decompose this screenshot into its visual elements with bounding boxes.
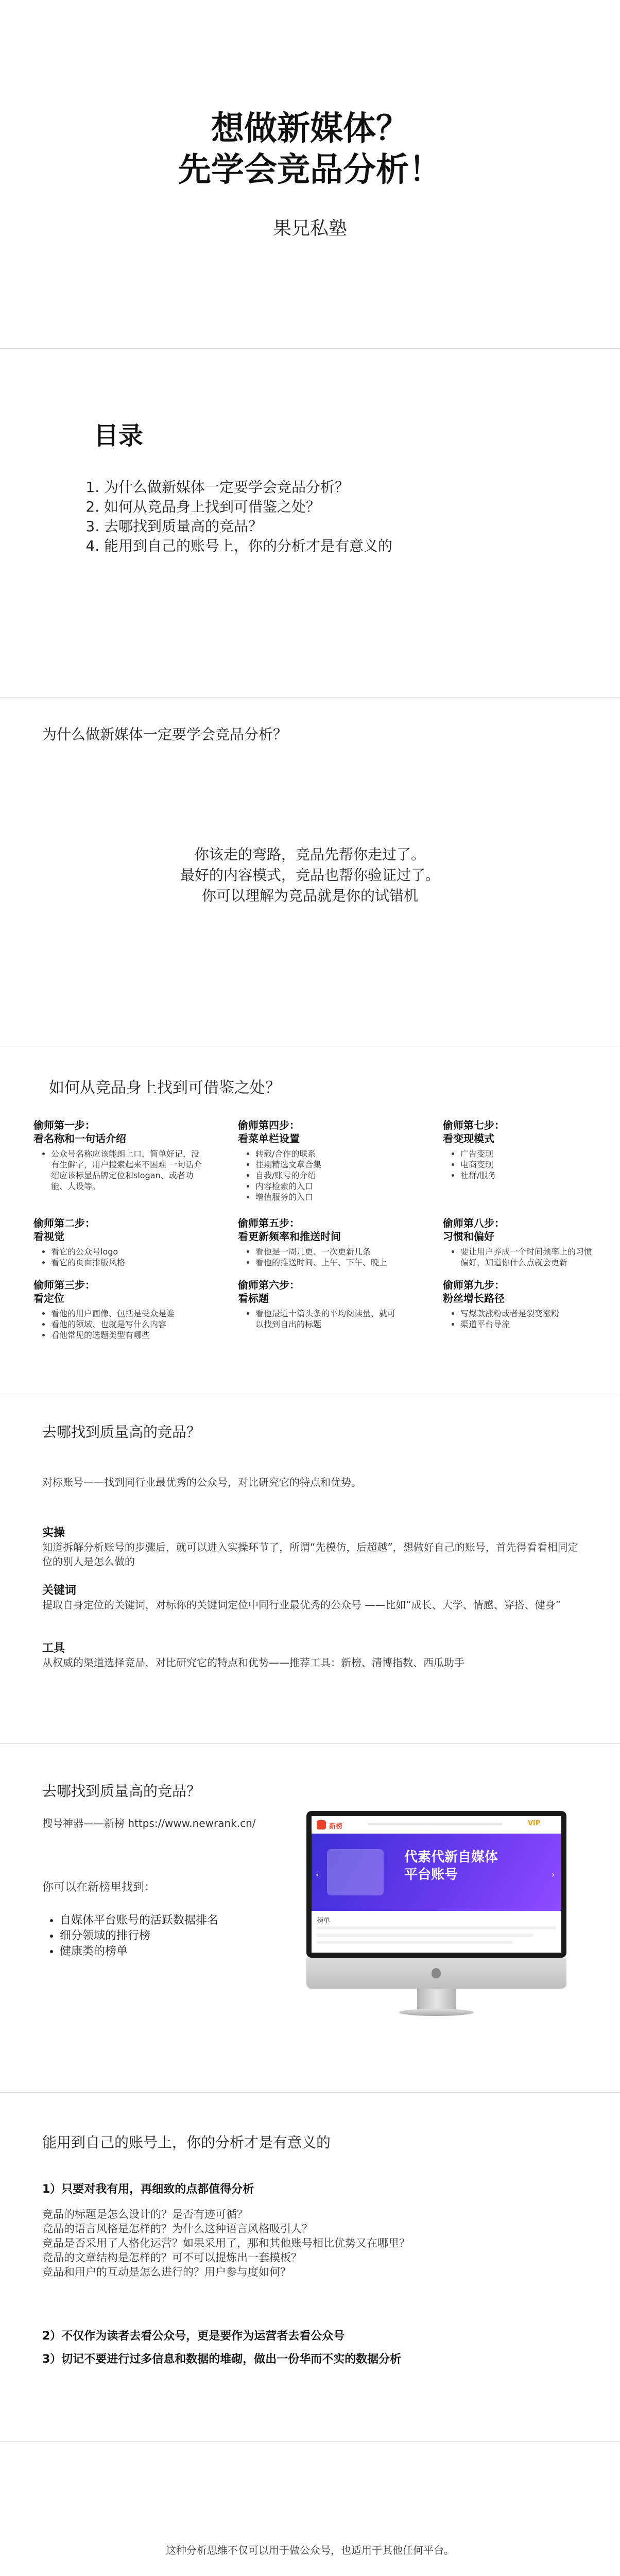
slide-closing bbox=[0, 2442, 620, 2576]
find-item: • 细分领域的排行榜 bbox=[60, 1928, 218, 1944]
slide-heading: 去哪找到质量高的竞品？ bbox=[42, 1423, 201, 1440]
step-points bbox=[238, 1308, 400, 1330]
logo-text: 新榜 bbox=[329, 1823, 343, 1831]
step-point: • 看他是一周几更、一次更新几条 bbox=[255, 1246, 400, 1257]
point-1: 1）只要对我有用，再细致的点都值得分析 bbox=[42, 2183, 254, 2196]
author-name: 果兄私塾 bbox=[272, 218, 347, 239]
section-label: 实操 bbox=[42, 1527, 65, 1539]
hero-banner bbox=[312, 1834, 561, 1911]
step-point: • 看他的领域、也就是写什么内容 bbox=[51, 1319, 219, 1330]
step-number: 偷师第一步： bbox=[33, 1119, 95, 1131]
tool-line: 搜号神器——新榜 https://www.newrank.cn/ bbox=[42, 1817, 256, 1829]
step-points bbox=[443, 1246, 594, 1268]
placeholder-row bbox=[317, 1926, 556, 1929]
quote-line3: 你可以理解为竞品就是你的试错机 bbox=[201, 887, 418, 904]
toc-item: 2. 如何从竞品身上找到可借鉴之处？ bbox=[104, 497, 392, 517]
step-number: 偷师第六步： bbox=[238, 1279, 300, 1291]
chevron-left-icon[interactable]: ‹ bbox=[316, 1870, 319, 1879]
step-number: 偷师第二步： bbox=[33, 1217, 95, 1229]
section-text: 提取自身定位的关键词，对标你的关键词定位中同行业最优秀的公众号 ——比如“成长、大学、情感、穿搭、健身” bbox=[42, 1599, 561, 1611]
step-point: • 看他的推送时间、上午、下午、晚上 bbox=[255, 1257, 400, 1268]
point-2: 2）不仅作为读者去看公众号，更是要作为运营者去看公众号 bbox=[42, 2330, 345, 2343]
step-title: 看标题 bbox=[238, 1292, 269, 1304]
step-card bbox=[33, 1118, 219, 1192]
step-point: • 看它的页面排版风格 bbox=[51, 1257, 219, 1268]
imac-foot bbox=[399, 2009, 474, 2016]
question-item: 竞品的语言风格是怎样的？为什么这种语言风格吸引人？ bbox=[42, 2223, 313, 2235]
slide-apply bbox=[0, 2093, 620, 2442]
step-point: • 看他最近十篇头条的平均阅读量、就可以找到自出的标题 bbox=[255, 1308, 400, 1330]
step-point: • 看他常见的选题类型有哪些 bbox=[51, 1330, 219, 1341]
apple-logo-icon bbox=[432, 1968, 441, 1978]
step-point: • 写爆款涨粉或者是裂变涨粉 bbox=[460, 1308, 597, 1319]
placeholder-row bbox=[317, 1941, 512, 1944]
site-header bbox=[312, 1816, 561, 1834]
slide-where-1 bbox=[0, 1395, 620, 1744]
step-number: 偷师第四步： bbox=[238, 1119, 300, 1131]
question-item: 竞品的标题是怎么设计的？是否有迹可循？ bbox=[42, 2208, 248, 2221]
step-title: 看变现模式 bbox=[443, 1132, 494, 1145]
step-points bbox=[443, 1148, 597, 1181]
step-title: 看视觉 bbox=[33, 1230, 64, 1243]
step-title: 习惯和偏好 bbox=[443, 1230, 494, 1243]
nav-bar bbox=[368, 1823, 502, 1825]
step-title: 看更新频率和推送时间 bbox=[238, 1230, 341, 1243]
imac-mockup bbox=[306, 1811, 566, 2027]
slide-heading: 如何从竞品身上找到可借鉴之处？ bbox=[49, 1079, 281, 1097]
step-card bbox=[238, 1118, 423, 1202]
step-point: • 公众号名称应该能朗上口，简单好记，没有生僻字，用户搜索起来不困难 一句话介绍应该标显品牌定位和slogan、或者功能、人设等。 bbox=[51, 1148, 205, 1192]
step-points bbox=[33, 1308, 219, 1341]
banner-line1: 代素代新自媒体 bbox=[404, 1850, 498, 1865]
toc-item: 1. 为什么做新媒体一定要学会竞品分析？ bbox=[104, 478, 392, 497]
question-item: 竞品和用户的互动是怎么进行的？用户参与度如何？ bbox=[42, 2266, 291, 2278]
step-number: 偷师第七步： bbox=[443, 1119, 505, 1131]
step-point: • 内容检索的入口 bbox=[255, 1181, 423, 1192]
step-points bbox=[238, 1148, 423, 1202]
closing-note: 这种分析思维不仅可以用于做公众号，也适用于其他任何平台。 bbox=[166, 2544, 454, 2556]
step-number: 偷师第五步： bbox=[238, 1217, 300, 1229]
banner-line2: 平台账号 bbox=[404, 1867, 458, 1883]
step-points bbox=[238, 1246, 400, 1268]
vip-badge: VIP bbox=[528, 1820, 541, 1827]
toc-item: 3. 去哪找到质量高的竞品？ bbox=[104, 517, 392, 536]
question-list bbox=[42, 2207, 588, 2279]
step-number: 偷师第八步： bbox=[443, 1217, 505, 1229]
main-title-line1: 想做新媒体？ bbox=[211, 110, 409, 148]
step-point: • 看它的公众号logo bbox=[51, 1246, 219, 1257]
find-label: 你可以在新榜里找到： bbox=[42, 1881, 156, 1894]
step-point: • 社群/服务 bbox=[460, 1170, 597, 1181]
slide-heading: 能用到自己的账号上，你的分析才是有意义的 bbox=[42, 2134, 331, 2151]
point-3: 3）切记不要进行过多信息和数据的堆砌，做出一份华而不实的数据分析 bbox=[42, 2353, 402, 2366]
main-title-line2: 先学会竞品分析！ bbox=[178, 151, 442, 189]
find-item: • 自媒体平台账号的活跃数据排名 bbox=[60, 1913, 218, 1928]
imac-screen bbox=[306, 1811, 566, 1958]
imac-chin bbox=[306, 1958, 566, 1989]
banner-illustration-icon bbox=[327, 1849, 384, 1895]
step-title: 看名称和一句话介绍 bbox=[33, 1132, 126, 1145]
section-block bbox=[42, 1524, 588, 1569]
step-card bbox=[238, 1278, 423, 1330]
find-item: • 健康类的榜单 bbox=[60, 1944, 218, 1959]
slide-steps bbox=[0, 1046, 620, 1395]
toc-list bbox=[88, 478, 392, 556]
slide-heading: 为什么做新媒体一定要学会竞品分析？ bbox=[42, 726, 288, 743]
section-block bbox=[42, 1639, 588, 1670]
section-text: 从权威的渠道选择竞品，对比研究它的特点和优势——推荐工具：新榜、清博指数、西瓜助手 bbox=[42, 1656, 464, 1669]
step-point: • 广告变现 bbox=[460, 1148, 597, 1159]
step-point: • 增值服务的入口 bbox=[255, 1192, 423, 1202]
step-number: 偷师第三步： bbox=[33, 1279, 95, 1291]
step-points bbox=[33, 1246, 219, 1268]
step-point: • 渠道平台导流 bbox=[460, 1319, 597, 1330]
find-list bbox=[42, 1913, 218, 1959]
step-card bbox=[33, 1278, 219, 1341]
section-label: 关键词 bbox=[42, 1584, 77, 1597]
placeholder-row bbox=[317, 1934, 533, 1937]
slide-heading: 去哪找到质量高的竞品？ bbox=[42, 1783, 201, 1800]
section-label: 工具 bbox=[42, 1642, 65, 1655]
toc-item: 4. 能用到自己的账号上，你的分析才是有意义的 bbox=[104, 536, 392, 556]
question-item: 竞品的文章结构是怎样的？可不可以提炼出一套模板？ bbox=[42, 2251, 302, 2264]
question-item: 竞品是否采用了人格化运营？如果采用了，那和其他账号相比优势又在哪里？ bbox=[42, 2237, 410, 2249]
step-point: • 看他的用户画像、包括是受众是谁 bbox=[51, 1308, 219, 1319]
slide-toc bbox=[0, 349, 620, 698]
chevron-right-icon[interactable]: › bbox=[552, 1870, 555, 1879]
step-title: 看菜单栏设置 bbox=[238, 1132, 300, 1145]
step-card bbox=[33, 1216, 219, 1268]
step-number: 偷师第九步： bbox=[443, 1279, 505, 1291]
section-block bbox=[42, 1582, 588, 1612]
step-point: • 要让用户养成一个时间频率上的习惯偏好，知道你什么点就会更新 bbox=[460, 1246, 594, 1268]
quote-line2: 最好的内容模式，竞品也帮你验证过了。 bbox=[180, 867, 440, 884]
step-title: 看定位 bbox=[33, 1292, 64, 1304]
step-title: 粉丝增长路径 bbox=[443, 1292, 505, 1304]
slide-where-2 bbox=[0, 1744, 620, 2093]
step-point: • 往期精选文章合集 bbox=[255, 1159, 423, 1170]
newrank-logo-icon bbox=[317, 1820, 326, 1829]
slide-title bbox=[0, 0, 620, 349]
section-text: 知道拆解分析账号的步骤后，就可以进入实操环节了，所谓“先模仿，后超越”，想做好自己的账号，首先得看看相同定位的别人是怎么做的 bbox=[42, 1541, 578, 1568]
step-card bbox=[443, 1118, 597, 1181]
section-label: 榜单 bbox=[317, 1917, 331, 1925]
slide-why bbox=[0, 698, 620, 1046]
step-points bbox=[443, 1308, 597, 1330]
step-point: • 电商变现 bbox=[460, 1159, 597, 1170]
step-card bbox=[443, 1278, 597, 1330]
step-card bbox=[238, 1216, 423, 1268]
toc-heading: 目录 bbox=[94, 421, 144, 450]
intro-text: 对标账号——找到同行业最优秀的公众号，对比研究它的特点和优势。 bbox=[42, 1476, 361, 1488]
step-card bbox=[443, 1216, 597, 1268]
quote-line1: 你该走的弯路，竞品先帮你走过了。 bbox=[194, 846, 425, 863]
step-point: • 自我/账号的介绍 bbox=[255, 1170, 423, 1181]
newrank-screenshot bbox=[312, 1816, 561, 1953]
step-point: • 转载/合作的联系 bbox=[255, 1148, 423, 1159]
step-points bbox=[33, 1148, 205, 1192]
